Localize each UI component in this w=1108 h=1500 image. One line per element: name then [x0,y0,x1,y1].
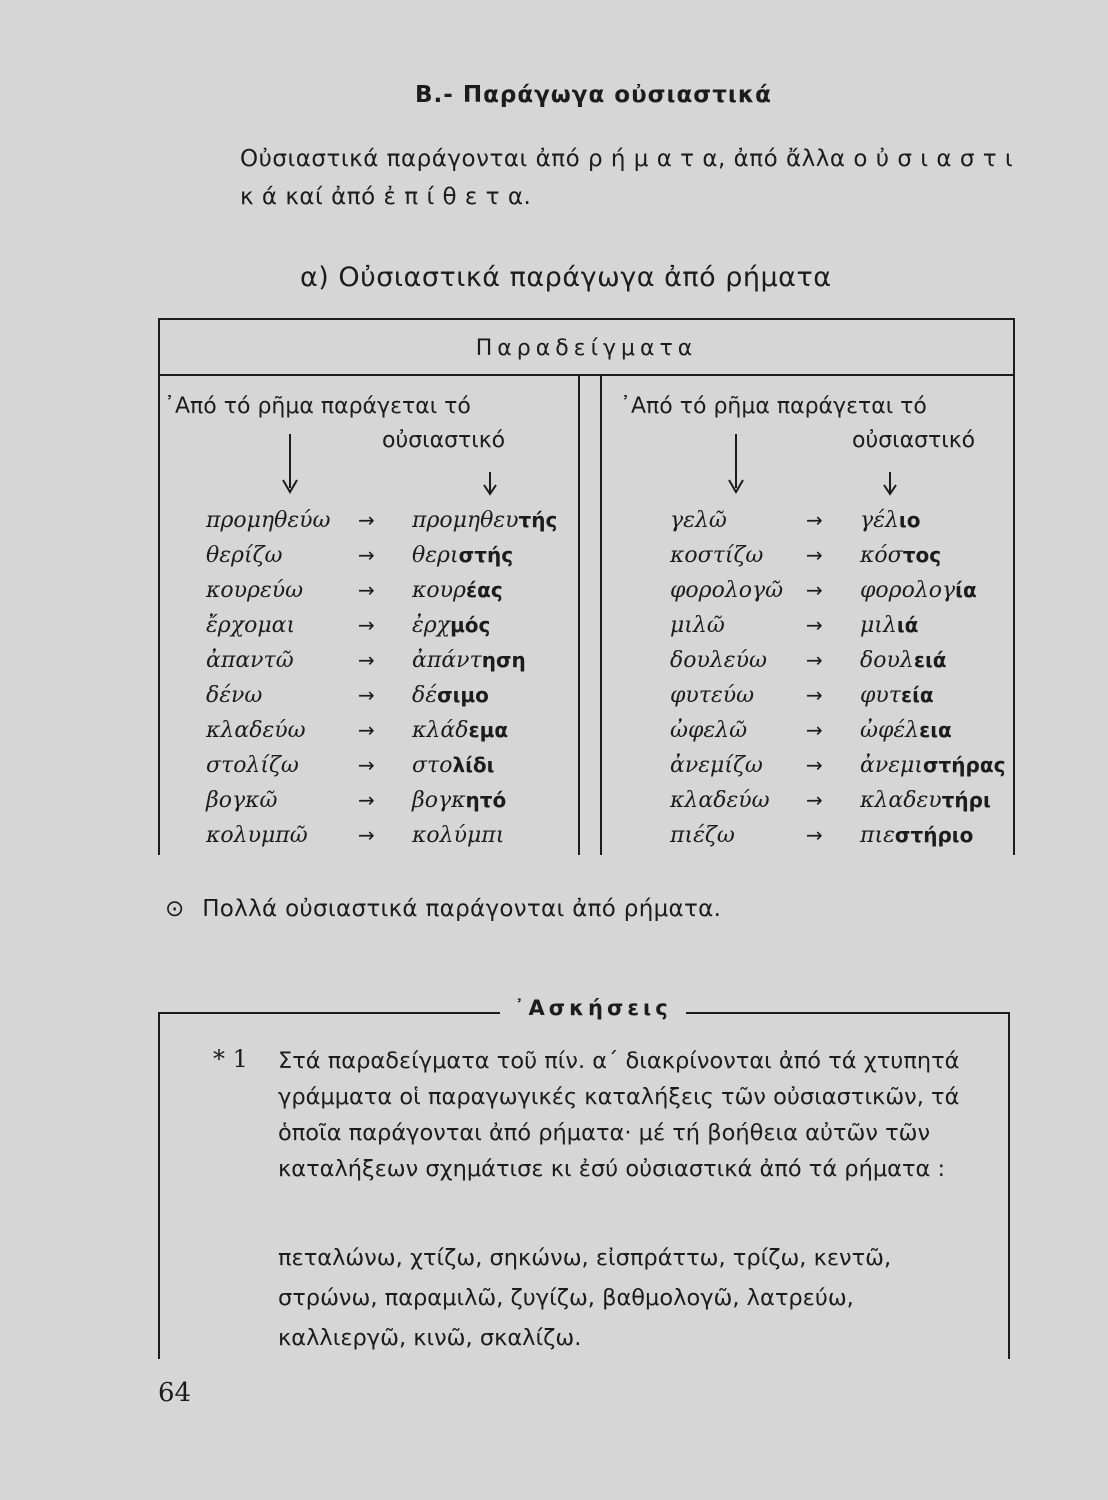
noun-ending: έας [465,578,503,602]
right-arrow-icon: → [358,823,375,847]
right-arrow-icon: → [358,718,375,742]
right-row-verb: ἀνεμίζω [670,753,763,778]
left-row-verb: κλαδεύω [206,718,306,743]
left-header-line1: ᾿Από τό ρῆμα παράγεται τό [164,394,471,419]
right-arrow-icon: → [806,823,823,847]
right-arrow-icon: → [806,543,823,567]
left-row-noun [412,823,504,848]
noun-ending: τήρι [941,788,991,812]
left-row-noun [412,578,503,603]
right-row-noun [860,613,918,638]
noun-stem: ὠφέλ [860,718,920,743]
left-row-verb: βογκῶ [206,788,278,813]
noun-ending: σιμο [437,683,489,707]
right-arrow-icon: → [806,788,823,812]
right-arrow-icon: → [806,718,823,742]
right-row-verb: μιλῶ [670,613,725,638]
exercise-word-list: πεταλώνω, χτίζω, σηκώνω, εἰσπράττω, τρίζω, κεντῶ, στρώνω, παραμιλῶ, ζυγίζω, βαθμολογῶ, λατρεύω, καλλιεργῶ, κινῶ, σκαλίζω. [278,1245,892,1351]
right-row-verb: πιέζω [670,823,735,848]
noun-ending: στής [458,543,514,567]
left-row-noun [412,683,489,708]
noun-stem: δέ [412,683,438,708]
noun-ending: ιο [898,508,921,532]
noun-stem: ἀπάντ [412,648,482,673]
right-row-verb: κοστίζω [670,543,764,568]
right-arrow-icon: → [358,648,375,672]
right-row-noun [860,543,941,568]
right-row-verb: γελῶ [670,508,727,533]
page-number: 64 [158,1378,192,1408]
left-row-verb: δένω [206,683,263,708]
right-arrow-icon: → [358,753,375,777]
noun-ending: λίδι [452,753,495,777]
right-arrow-icon: → [358,788,375,812]
noun-ending: ητό [465,788,507,812]
noun-stem: φορολογ [860,578,956,603]
right-row-verb: φορολογῶ [670,578,784,603]
examples-table [158,318,1015,855]
left-row-noun [412,508,557,533]
left-row-verb: προμηθεύω [206,508,331,533]
right-row-verb: φυτεύω [670,683,755,708]
noun-stem: κλαδευ [860,788,942,813]
right-row-verb: ὠφελῶ [670,718,748,743]
right-arrow-icon: → [806,578,823,602]
left-row-noun [412,753,494,778]
left-row-noun [412,718,508,743]
right-header-line2: οὐσιαστικό [852,428,976,453]
exercises-title: ᾿Ασκήσεις [500,996,686,1020]
right-arrow-icon: → [358,683,375,707]
noun-ending: εια [919,718,952,742]
down-arrow-icon [880,470,900,496]
right-row-noun [860,753,1005,778]
exercise-number: * 1 [213,1045,248,1073]
noun-ending: ειά [913,648,947,672]
right-arrow-icon: → [806,683,823,707]
noun-stem: στο [412,753,453,778]
right-row-noun [860,823,973,848]
noun-stem: θερι [412,543,459,568]
subsection-heading: α) Οὐσιαστικά παράγωγα ἀπό ρήματα [300,262,832,293]
noun-ending: ία [955,578,977,602]
left-row-noun [412,788,506,813]
right-arrow-icon: → [806,753,823,777]
noun-stem: κουρ [412,578,466,603]
noun-ending: εμα [468,718,509,742]
right-arrow-icon: → [806,613,823,637]
noun-ending: ηση [481,648,526,672]
right-arrow-icon: → [358,613,375,637]
left-row-noun [412,648,526,673]
right-row-noun [860,648,946,673]
table-title: Παραδείγματα [160,320,1013,376]
note [165,896,721,922]
right-row-noun [860,578,977,603]
right-arrow-icon: → [358,578,375,602]
left-row-verb: ἀπαντῶ [206,648,294,673]
left-row-verb: ἔρχομαι [206,613,296,638]
noun-ending: στήριο [894,823,974,847]
exercise-instructions: Στά παραδείγματα τοῦ πίν. α΄ διακρίνονται ἀπό τά χτυπητά γράμματα οἱ παραγωγικές καταλήξεις τῶν οὐσιαστικῶν, τά ὁποῖα παράγονται ἀπό ρήματα· μέ τή βοήθεια αὐτῶν τῶν καταλήξεων σχημάτισε κι ἐσύ οὐσιαστικά ἀπό τά ρήματα : [278,1048,960,1182]
left-row-verb: στολίζω [206,753,299,778]
right-row-verb: κλαδεύω [670,788,770,813]
noun-stem: φυτ [860,683,901,708]
noun-stem: κλάδ [412,718,469,743]
right-header-line1: ᾿Από τό ρῆμα παράγεται τό [620,394,927,419]
right-row-noun [860,508,920,533]
noun-stem: κολύμπι [412,823,505,848]
right-row-noun [860,718,952,743]
right-row-verb: δουλεύω [670,648,767,673]
noun-ending: τος [902,543,942,567]
noun-stem: πιε [860,823,895,848]
intro-paragraph: Οὐσιαστικά παράγονται ἀπό ρ ή μ α τ α, ἀπό ἄλλα ο ὐ σ ι α σ τ ι κ ά καί ἀπό ἐ π ί θ ε τ α. [240,146,1014,210]
note-text: Πολλά οὐσιαστικά παράγονται ἀπό ρήματα. [202,896,722,922]
noun-stem: βογκ [412,788,466,813]
down-arrow-icon [480,470,500,496]
noun-stem: προμηθευ [412,508,519,533]
right-row-noun [860,788,991,813]
left-row-noun [412,613,490,638]
noun-ending: μός [450,613,491,637]
noun-stem: κόσ [860,543,903,568]
noun-stem: μιλ [860,613,897,638]
section-heading: Β.- Παράγωγα οὐσιαστικά [415,82,772,108]
right-arrow-icon: → [358,508,375,532]
down-arrow-icon [280,432,300,494]
left-header-line2: οὐσιαστικό [382,428,506,453]
column-divider [578,376,602,855]
left-row-noun [412,543,513,568]
noun-ending: στήρας [922,753,1006,777]
noun-stem: δουλ [860,648,914,673]
right-row-noun [860,683,934,708]
right-arrow-icon: → [806,648,823,672]
noun-stem: ἐρχ [412,613,451,638]
noun-stem: γέλ [860,508,899,533]
noun-ending: εία [900,683,934,707]
note-symbol-icon: ⊙ [165,896,185,922]
left-row-verb: θερίζω [206,543,283,568]
down-arrow-icon [726,432,746,494]
noun-ending: ιά [896,613,919,637]
noun-stem: ἀνεμι [860,753,923,778]
left-row-verb: κουρεύω [206,578,304,603]
noun-ending: τής [518,508,558,532]
right-arrow-icon: → [806,508,823,532]
left-row-verb: κολυμπῶ [206,823,308,848]
right-arrow-icon: → [358,543,375,567]
